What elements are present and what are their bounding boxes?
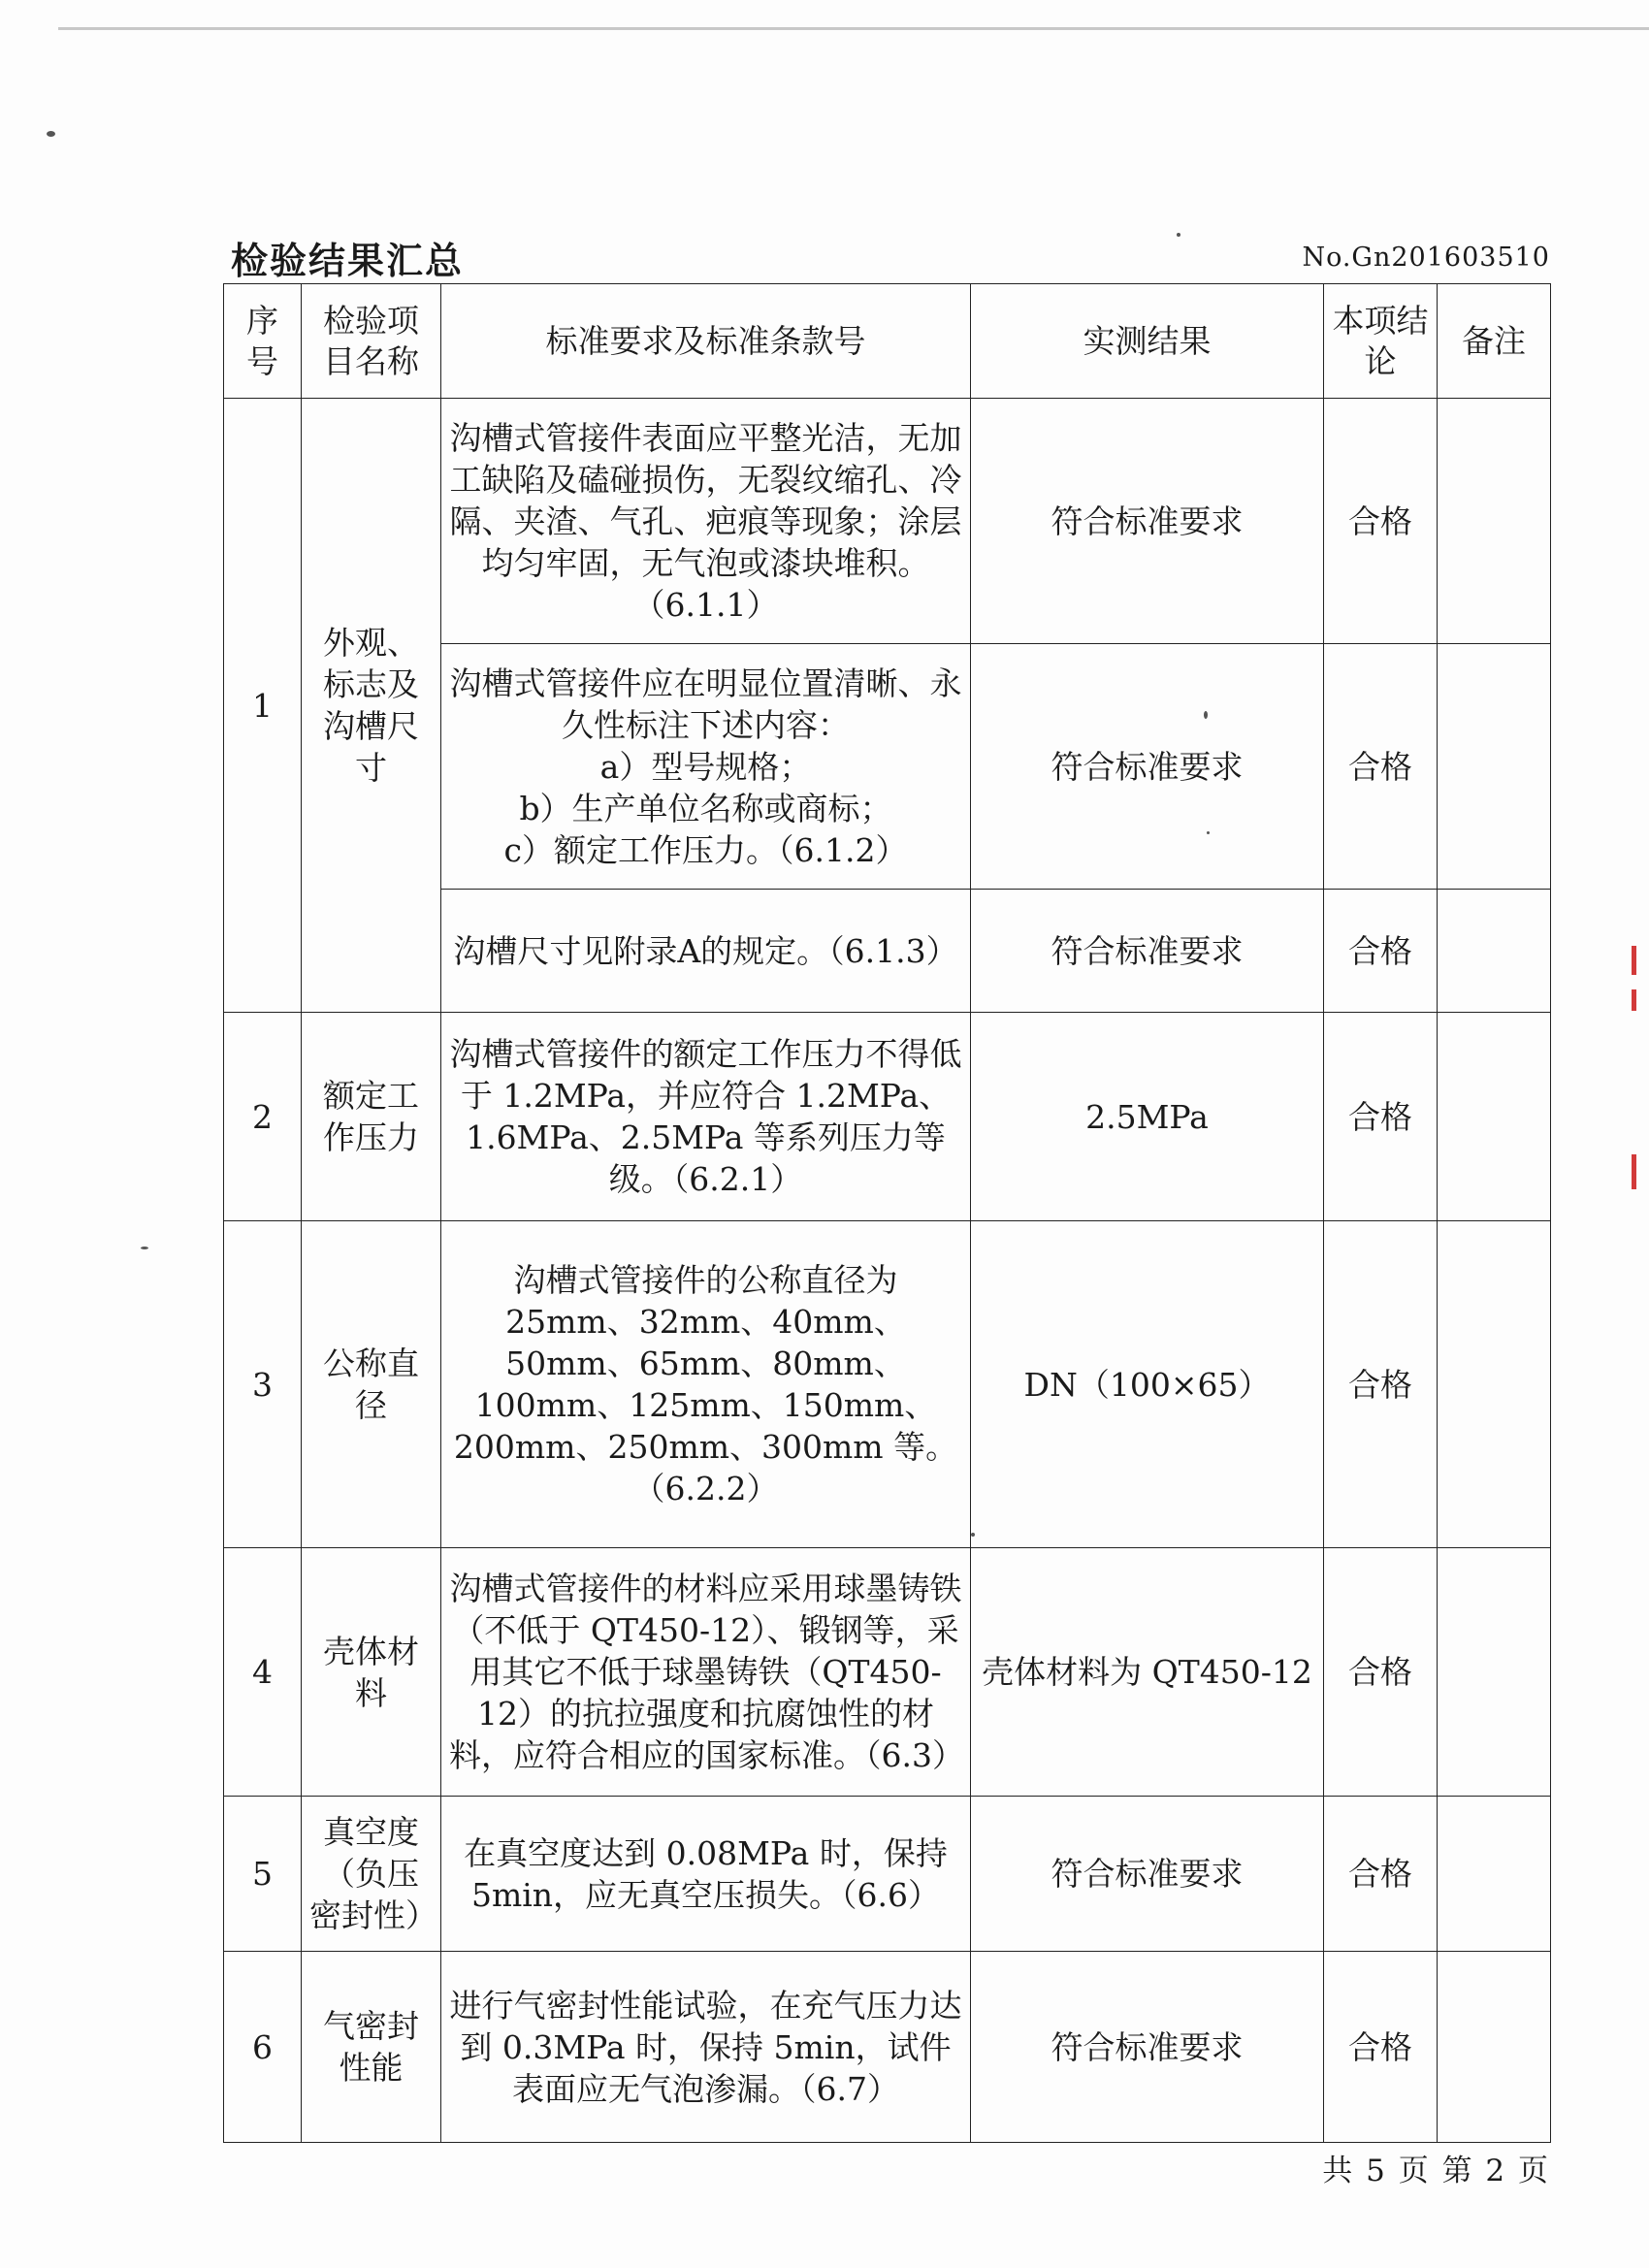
table-row: [224, 1797, 1551, 1952]
row-result: 符合标准要求: [971, 399, 1324, 644]
seal-edge-mark: [1632, 989, 1636, 1011]
row-result: 壳体材料为 QT450-12: [971, 1548, 1324, 1797]
row-requirement: 沟槽式管接件的材料应采用球墨铸铁（不低于 QT450-12）、锻钢等，采用其它不低于球墨铸铁（QT450-12）的抗拉强度和抗腐蚀性的材料，应符合相应的国家标准。（6.3）: [441, 1548, 971, 1797]
row-seq: 2: [224, 1013, 302, 1221]
header-conclusion: 本项结论: [1324, 284, 1438, 399]
row-requirement: [441, 644, 971, 890]
row-item: 壳体材料: [302, 1548, 441, 1797]
row-requirement: 沟槽式管接件的额定工作压力不得低于 1.2MPa，并应符合 1.2MPa、1.6MPa、2.5MPa 等系列压力等级。（6.2.1）: [441, 1013, 971, 1221]
row-item: 气密封性能: [302, 1952, 441, 2143]
row-conclusion: 合格: [1324, 644, 1438, 890]
scan-speck: [1177, 233, 1180, 237]
table-row: [224, 1013, 1551, 1221]
header-item: 检验项目名称: [302, 284, 441, 399]
row-remark: [1438, 1221, 1551, 1548]
row-conclusion: 合格: [1324, 890, 1438, 1013]
requirement-line: b）生产单位名称或商标；: [519, 789, 892, 827]
page-number: 共 5 页 第 2 页: [1322, 2154, 1550, 2188]
row-remark: [1438, 399, 1551, 644]
row-conclusion: 合格: [1324, 399, 1438, 644]
requirement-line: c）额定工作压力。（6.1.2）: [503, 830, 908, 869]
row-item: 公称直径: [302, 1221, 441, 1548]
row-remark: [1438, 1952, 1551, 2143]
row-result: 符合标准要求: [971, 890, 1324, 1013]
page-title: 检验结果汇总: [231, 240, 465, 282]
row-seq: 4: [224, 1548, 302, 1797]
row-remark: [1438, 1797, 1551, 1952]
row-result: 符合标准要求: [971, 1797, 1324, 1952]
header-result: 实测结果: [971, 284, 1324, 399]
row-seq: 5: [224, 1797, 302, 1952]
row-conclusion: 合格: [1324, 1013, 1438, 1221]
header-seq: 序号: [224, 284, 302, 399]
table-row: [224, 1221, 1551, 1548]
row-item: 外观、标志及沟槽尺寸: [302, 399, 441, 1013]
table-row: [224, 1548, 1551, 1797]
scan-speck: [47, 131, 55, 137]
table-row: [224, 1952, 1551, 2143]
row-item: 真空度（负压密封性）: [302, 1797, 441, 1952]
row-remark: [1438, 1548, 1551, 1797]
header-requirement: 标准要求及标准条款号: [441, 284, 971, 399]
scan-top-edge: [58, 27, 1649, 30]
row-remark: [1438, 644, 1551, 890]
row-seq: 3: [224, 1221, 302, 1548]
row-conclusion: 合格: [1324, 1548, 1438, 1797]
row-item: 额定工作压力: [302, 1013, 441, 1221]
row-seq: 6: [224, 1952, 302, 2143]
row-requirement: 沟槽式管接件表面应平整光洁，无加工缺陷及磕碰损伤，无裂纹缩孔、冷隔、夹渣、气孔、疤痕等现象；涂层均匀牢固，无气泡或漆块堆积。（6.1.1）: [441, 399, 971, 644]
row-result: 符合标准要求: [971, 1952, 1324, 2143]
table-header-row: [224, 284, 1551, 399]
row-requirement: 进行气密封性能试验，在充气压力达到 0.3MPa 时，保持 5min，试件表面应无气泡渗漏。（6.7）: [441, 1952, 971, 2143]
row-result: 符合标准要求: [971, 644, 1324, 890]
seal-edge-mark: [1632, 946, 1636, 975]
row-requirement: 沟槽尺寸见附录A的规定。（6.1.3）: [441, 890, 971, 1013]
header-remark: 备注: [1438, 284, 1551, 399]
row-requirement: 沟槽式管接件的公称直径为 25mm、32mm、40mm、50mm、65mm、80mm、100mm、125mm、150mm、200mm、250mm、300mm 等。（6.2.2）: [441, 1221, 971, 1548]
table-row: [224, 399, 1551, 644]
row-conclusion: 合格: [1324, 1797, 1438, 1952]
results-table: [223, 283, 1551, 2143]
requirement-line: 沟槽式管接件应在明显位置清晰、永久性标注下述内容：: [449, 664, 962, 744]
row-result: DN（100×65）: [971, 1221, 1324, 1548]
seal-edge-mark: [1632, 1154, 1636, 1189]
row-requirement: 在真空度达到 0.08MPa 时，保持 5min，应无真空压损失。（6.6）: [441, 1797, 971, 1952]
row-conclusion: 合格: [1324, 1221, 1438, 1548]
row-conclusion: 合格: [1324, 1952, 1438, 2143]
row-seq: 1: [224, 399, 302, 1013]
scan-speck: [141, 1247, 148, 1249]
row-remark: [1438, 1013, 1551, 1221]
requirement-line: a）型号规格；: [599, 747, 812, 786]
row-result: 2.5MPa: [971, 1013, 1324, 1221]
report-number: No.Gn201603510: [1302, 243, 1550, 273]
row-remark: [1438, 890, 1551, 1013]
